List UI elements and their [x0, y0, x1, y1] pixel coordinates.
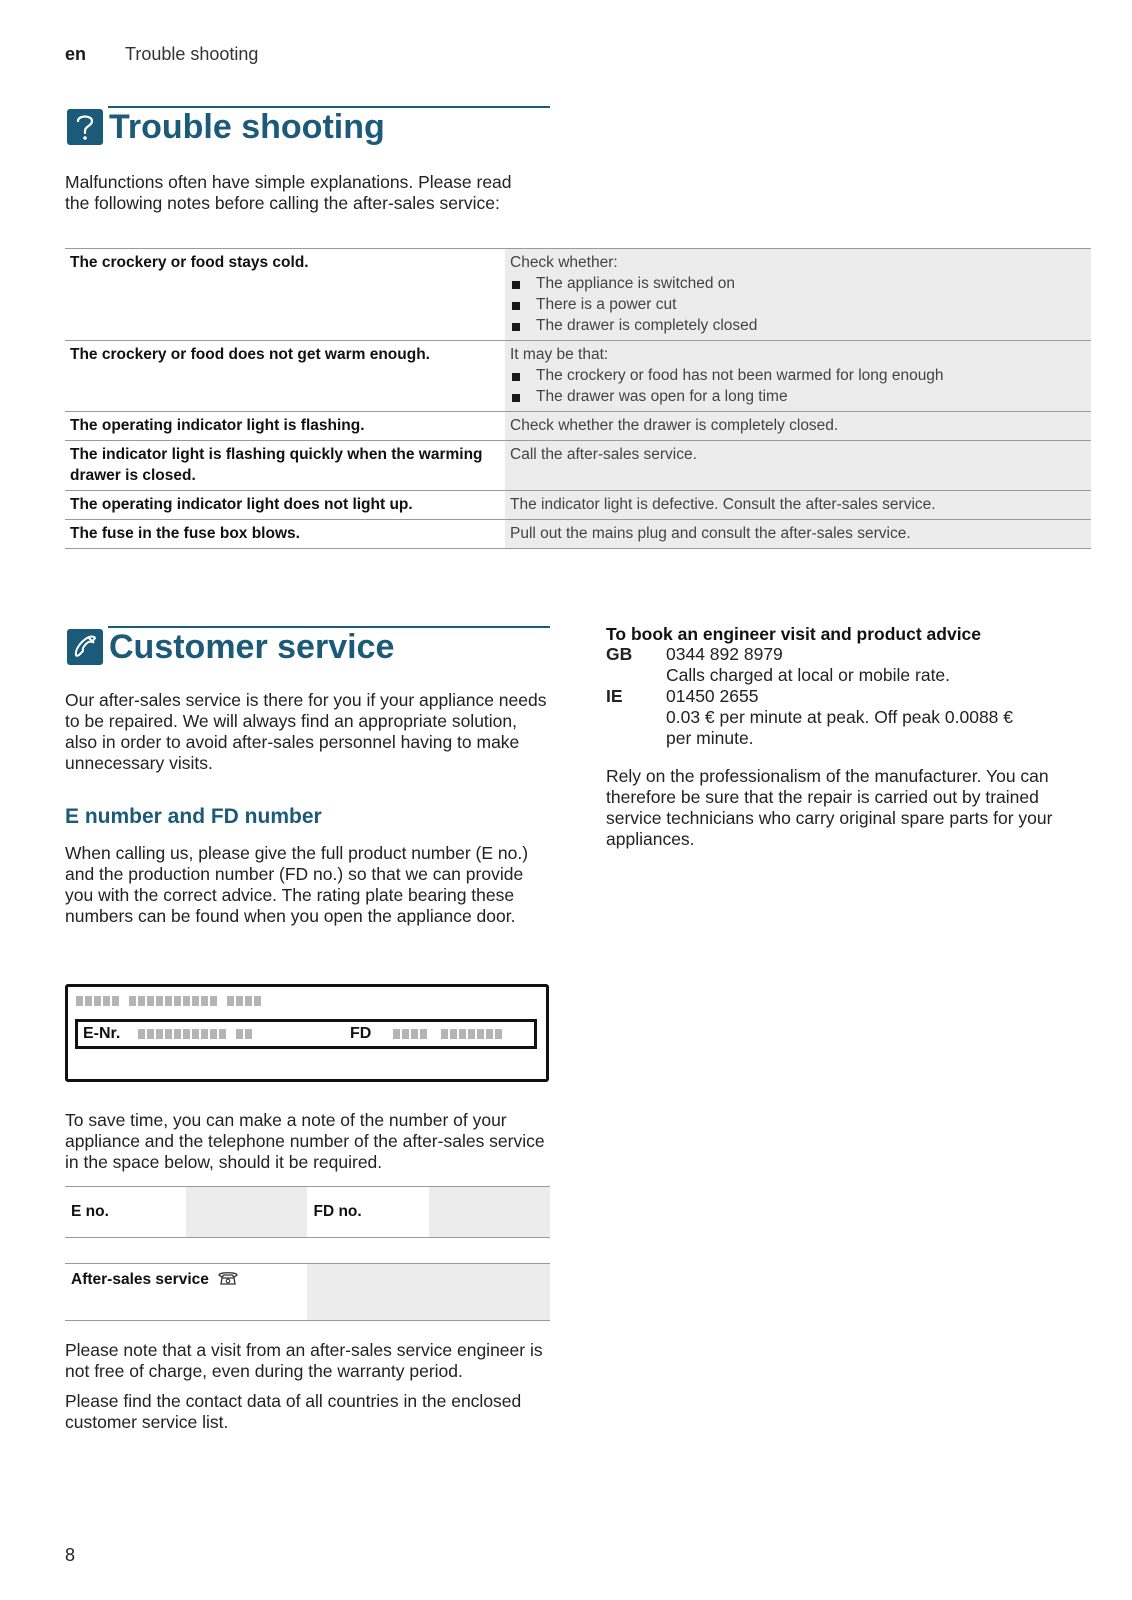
- list-item: The appliance is switched on: [510, 273, 1086, 294]
- problem-cell: The crockery or food does not get warm enough.: [70, 346, 430, 363]
- visit-note: Please note that a visit from an after-sales service engineer is not free of charge, even during the warranty period.: [65, 1340, 543, 1381]
- closing-notes: [65, 1340, 550, 1433]
- solution-cell: Pull out the mains plug and consult the after-sales service.: [505, 520, 1091, 549]
- phone-ie: 01450 2655: [666, 686, 759, 706]
- fdno-label: FD no.: [313, 1203, 362, 1220]
- enr-label: E-Nr.: [83, 1025, 121, 1042]
- table-row: [65, 249, 1091, 341]
- booking-heading: To book an engineer visit and product advice: [606, 624, 982, 644]
- service-field: [307, 1264, 550, 1321]
- telephone-icon: [217, 1270, 239, 1291]
- save-time-text: To save time, you can make a note of the number of your appliance and the telephone number of the after-sales service in the space below, should it be required.: [65, 1110, 545, 1172]
- problem-cell: The operating indicator light is flashing.: [70, 417, 365, 434]
- eno-label: E no.: [71, 1203, 109, 1220]
- placeholder-dots: [393, 1029, 502, 1039]
- solution-cell: [505, 341, 1091, 412]
- solution-lead: It may be that:: [510, 346, 609, 363]
- rating-plate-number-field: [75, 1019, 537, 1049]
- list-item: There is a power cut: [510, 294, 1086, 315]
- contact-ie: [606, 686, 1086, 707]
- solution-cell: The indicator light is defective. Consult the after-sales service.: [505, 491, 1091, 520]
- phone-handset-icon: [67, 629, 103, 665]
- subheading-e-number: E number and FD number: [65, 805, 322, 828]
- service-label: After-sales service: [71, 1271, 209, 1288]
- language-code: en: [65, 44, 87, 64]
- rating-plate-illustration: [65, 984, 549, 1082]
- list-item: The drawer is completely closed: [510, 315, 1086, 336]
- reliance-text: Rely on the professionalism of the manufacturer. You can therefore be sure that the repair is carried out by trained service technicians who carry original spare parts for your appliances.: [606, 766, 1053, 849]
- eno-field: [186, 1187, 307, 1238]
- problem-cell: The operating indicator light does not light up.: [70, 496, 413, 513]
- country-code-gb: GB: [606, 644, 633, 664]
- list-item: The drawer was open for a long time: [510, 386, 1086, 407]
- customer-intro: Our after-sales service is there for you if your appliance needs to be repaired. We will always find an appropriate solution, also in order to avoid after-sales personnel having to make unnecessary visits.: [65, 690, 547, 773]
- table-row: [65, 520, 1091, 549]
- table-row: [65, 341, 1091, 412]
- fdno-field: [429, 1187, 550, 1238]
- placeholder-dots: [138, 1029, 252, 1039]
- page-number: 8: [65, 1545, 76, 1565]
- placeholder-dots: [76, 996, 261, 1006]
- solution-cell: Call the after-sales service.: [505, 441, 1091, 491]
- service-label-cell: [65, 1264, 307, 1321]
- table-row: [65, 441, 1091, 491]
- solution-lead: Check whether:: [510, 254, 618, 271]
- solution-cell: Check whether the drawer is completely closed.: [505, 412, 1091, 441]
- table-row: [65, 491, 1091, 520]
- page-title: Trouble shooting: [109, 108, 385, 146]
- phone-gb: 0344 892 8979: [666, 644, 783, 664]
- running-header: Trouble shooting: [125, 44, 259, 64]
- fd-label: FD: [350, 1025, 372, 1042]
- section-title-customer-service: Customer service: [109, 628, 395, 666]
- problem-cell: The crockery or food stays cold.: [70, 254, 309, 271]
- table-row: [65, 412, 1091, 441]
- question-icon: [67, 109, 103, 145]
- list-item: The crockery or food has not been warmed for long enough: [510, 365, 1086, 386]
- trouble-table: [65, 248, 1091, 549]
- contact-note: Please find the contact data of all countries in the enclosed customer service list.: [65, 1391, 522, 1432]
- note-table-service: [65, 1263, 550, 1321]
- ie-rate-note-cont: per minute.: [666, 728, 754, 748]
- gb-rate-note: Calls charged at local or mobile rate.: [666, 665, 951, 685]
- e-number-text: When calling us, please give the full product number (E no.) and the production number (FD no.) so that we can provide you with the correct advice. The rating plate bearing these numbers can be found when you open the appliance door.: [65, 843, 529, 926]
- problem-cell: The fuse in the fuse box blows.: [70, 525, 300, 542]
- country-code-ie: IE: [606, 686, 623, 706]
- problem-cell: The indicator light is flashing quickly when the warming drawer is closed.: [70, 446, 483, 484]
- solution-cell: [505, 249, 1091, 341]
- ie-rate-note: 0.03 € per minute at peak. Off peak 0.0088 €: [666, 707, 1014, 727]
- note-table-numbers: [65, 1186, 550, 1238]
- contact-gb: [606, 644, 1086, 665]
- trouble-intro: Malfunctions often have simple explanations. Please read the following notes before calling the after-sales service:: [65, 172, 512, 213]
